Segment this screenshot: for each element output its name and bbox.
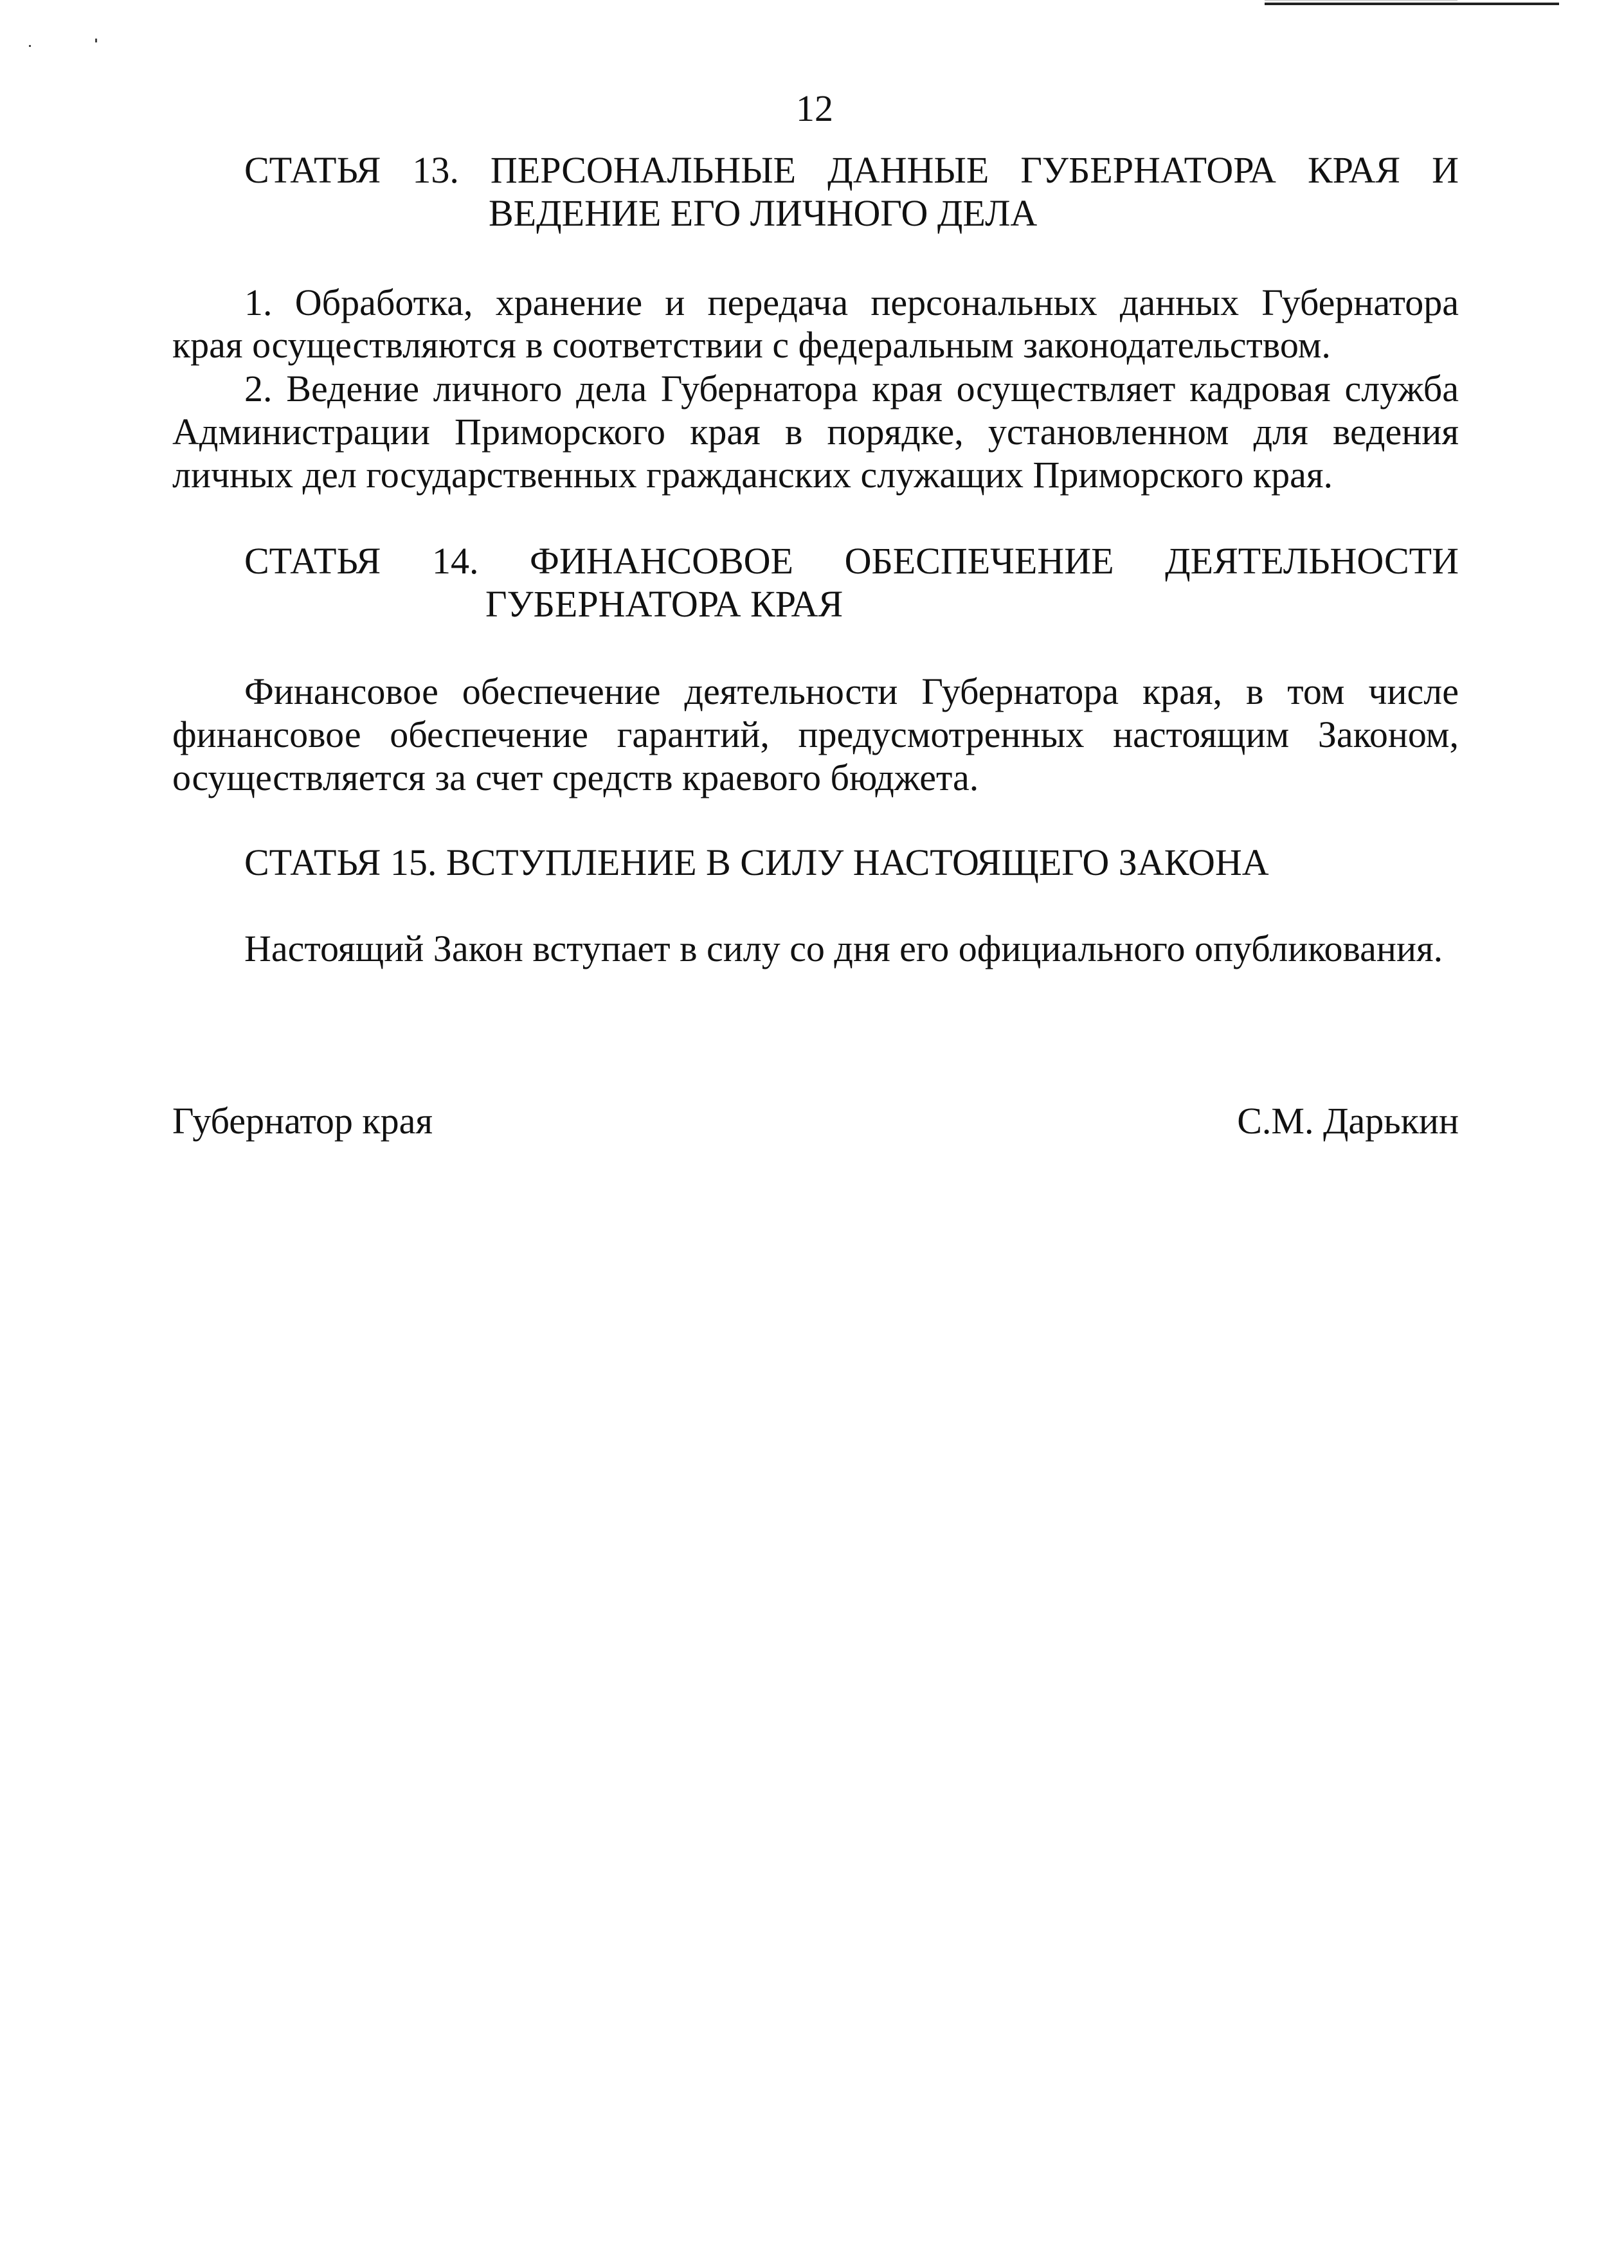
article-15-p1: Настоящий Закон вступает в силу со дня его официального опубликования.: [244, 928, 1443, 969]
article-14-heading-line-1: СТАТЬЯ 14. ФИНАНСОВОЕ ОБЕСПЕЧЕНИЕ ДЕЯТЕЛЬНОСТИ: [244, 540, 1459, 582]
article-14-p1-line-1: Финансовое обеспечение деятельности Губернатора края, в том числе: [244, 670, 1459, 712]
scan-speck: [95, 39, 97, 42]
scan-artifact-line: [1265, 3, 1559, 5]
page-number: 12: [796, 87, 833, 129]
article-15-heading: СТАТЬЯ 15. ВСТУПЛЕНИЕ В СИЛУ НАСТОЯЩЕГО ЗАКОНА: [244, 842, 1269, 883]
article-13-p2-line-2: Администрации Приморского края в порядке, установленном для ведения: [172, 411, 1459, 453]
article-13-p2-line-1: 2. Ведение личного дела Губернатора края осуществляет кадровая служба: [244, 368, 1459, 410]
signature-position: Губернатор края: [172, 1100, 433, 1142]
article-13-heading-line-2: ВЕДЕНИЕ ЕГО ЛИЧНОГО ДЕЛА: [489, 192, 1038, 234]
scan-speck: [29, 45, 31, 47]
article-14-heading-line-2: ГУБЕРНАТОРА КРАЯ: [485, 583, 844, 625]
article-13-p1-line-2: края осуществляются в соответствии с федеральным законодательством.: [172, 324, 1331, 366]
article-13-p2-line-3: личных дел государственных гражданских служащих Приморского края.: [172, 454, 1333, 496]
scan-artifact-line: [1265, 0, 1457, 1]
article-13-p1-line-1: 1. Обработка, хранение и передача персональных данных Губернатора: [244, 282, 1459, 323]
article-13-heading-line-1: СТАТЬЯ 13. ПЕРСОНАЛЬНЫЕ ДАННЫЕ ГУБЕРНАТОРА КРАЯ И: [244, 149, 1459, 191]
article-14-p1-line-3: осуществляется за счет средств краевого бюджета.: [172, 757, 979, 798]
signature-name: С.М. Дарькин: [1237, 1100, 1459, 1142]
article-14-p1-line-2: финансовое обеспечение гарантий, предусмотренных настоящим Законом,: [172, 714, 1459, 755]
